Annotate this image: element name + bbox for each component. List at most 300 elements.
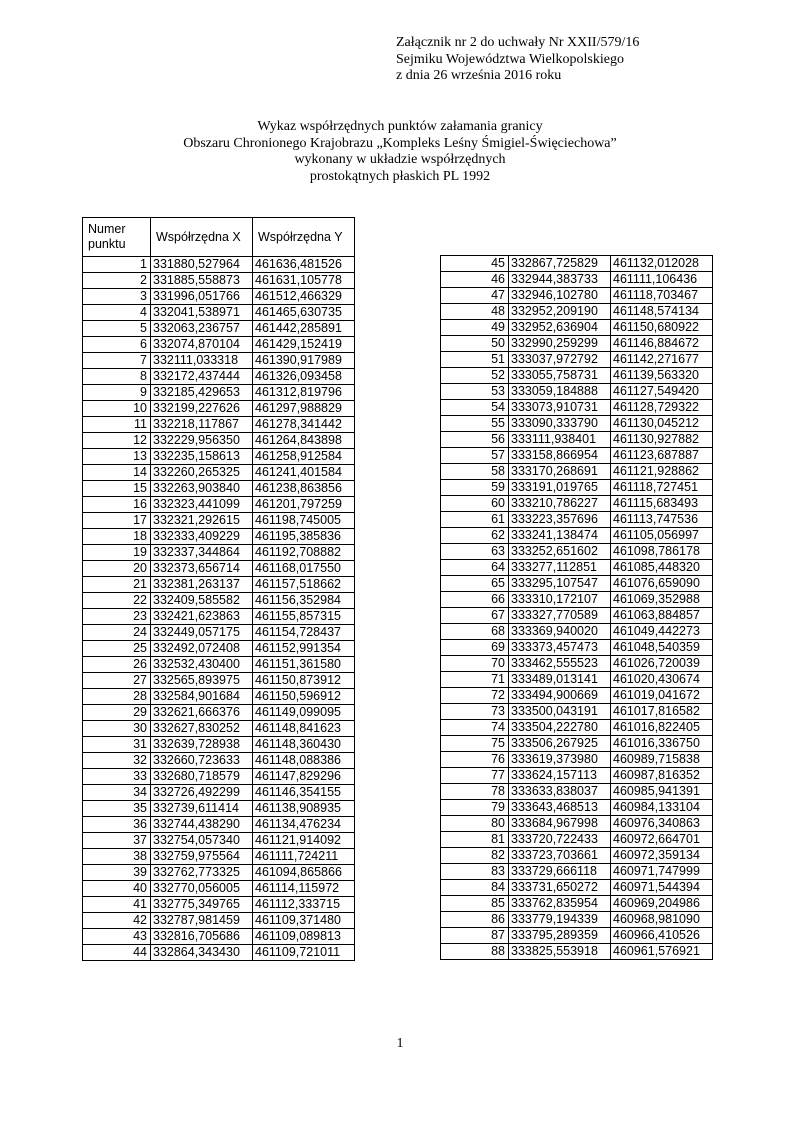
coordinate-y-cell: 461019,041672 bbox=[611, 688, 713, 704]
table-row bbox=[83, 593, 355, 609]
coordinates-table-left bbox=[82, 217, 355, 961]
table-row bbox=[83, 881, 355, 897]
table-row bbox=[441, 352, 713, 368]
coordinate-y-cell: 461442,285891 bbox=[253, 321, 355, 337]
point-number-cell: 9 bbox=[83, 385, 151, 401]
coordinate-y-cell: 461149,099095 bbox=[253, 705, 355, 721]
coordinate-y-cell: 460966,410526 bbox=[611, 928, 713, 944]
coordinate-y-cell: 461111,724211 bbox=[253, 849, 355, 865]
coordinate-x-cell: 333170,268691 bbox=[509, 464, 611, 480]
point-number-cell: 28 bbox=[83, 689, 151, 705]
point-number-cell: 44 bbox=[83, 945, 151, 961]
table-row bbox=[83, 481, 355, 497]
coordinate-y-cell: 461118,703467 bbox=[611, 288, 713, 304]
point-number-cell: 77 bbox=[441, 768, 509, 784]
point-number-cell: 20 bbox=[83, 561, 151, 577]
table-row bbox=[441, 816, 713, 832]
point-number-cell: 8 bbox=[83, 369, 151, 385]
coordinate-y-cell: 460971,544394 bbox=[611, 880, 713, 896]
coordinate-x-cell: 332639,728938 bbox=[151, 737, 253, 753]
coordinate-x-cell: 332867,725829 bbox=[509, 256, 611, 272]
point-number-cell: 16 bbox=[83, 497, 151, 513]
coordinate-y-cell: 461113,747536 bbox=[611, 512, 713, 528]
table-row bbox=[83, 865, 355, 881]
coordinate-y-cell: 461114,115972 bbox=[253, 881, 355, 897]
point-number-cell: 23 bbox=[83, 609, 151, 625]
coordinate-x-cell: 333295,107547 bbox=[509, 576, 611, 592]
table-row bbox=[441, 560, 713, 576]
coordinate-y-cell: 461063,884857 bbox=[611, 608, 713, 624]
coordinate-y-cell: 461109,371480 bbox=[253, 913, 355, 929]
table-row bbox=[441, 928, 713, 944]
table-row bbox=[83, 577, 355, 593]
point-number-cell: 19 bbox=[83, 545, 151, 561]
coordinate-x-cell: 332680,718579 bbox=[151, 769, 253, 785]
coordinate-x-cell: 332235,158613 bbox=[151, 449, 253, 465]
point-number-cell: 15 bbox=[83, 481, 151, 497]
coordinate-y-cell: 461636,481526 bbox=[253, 257, 355, 273]
coordinate-y-cell: 461631,105778 bbox=[253, 273, 355, 289]
title-line-2: Obszaru Chronionego Krajobrazu „Kompleks Leśny Śmigiel-Święciechowa” bbox=[183, 135, 617, 151]
coordinate-y-cell: 461138,908935 bbox=[253, 801, 355, 817]
table-row bbox=[83, 929, 355, 945]
document-title bbox=[0, 119, 800, 185]
point-number-cell: 79 bbox=[441, 800, 509, 816]
point-number-cell: 68 bbox=[441, 624, 509, 640]
title-line-4: prostokątnych płaskich PL 1992 bbox=[309, 168, 491, 184]
coordinate-x-cell: 333779,194339 bbox=[509, 912, 611, 928]
coordinate-x-cell: 333633,838037 bbox=[509, 784, 611, 800]
coordinate-y-cell: 461115,683493 bbox=[611, 496, 713, 512]
table-row bbox=[441, 736, 713, 752]
table-row bbox=[83, 401, 355, 417]
coordinate-y-cell: 461168,017550 bbox=[253, 561, 355, 577]
coordinate-y-cell: 461076,659090 bbox=[611, 576, 713, 592]
point-number-cell: 61 bbox=[441, 512, 509, 528]
coordinate-x-cell: 333111,938401 bbox=[509, 432, 611, 448]
table-row bbox=[441, 320, 713, 336]
table-row bbox=[441, 432, 713, 448]
coordinate-x-cell: 332074,870104 bbox=[151, 337, 253, 353]
coordinates-table-right bbox=[440, 255, 713, 960]
point-number-cell: 67 bbox=[441, 608, 509, 624]
coordinate-y-cell: 461016,822405 bbox=[611, 720, 713, 736]
coordinate-x-cell: 333762,835954 bbox=[509, 896, 611, 912]
table-row bbox=[83, 785, 355, 801]
table-row bbox=[441, 272, 713, 288]
coordinate-y-cell: 461192,708882 bbox=[253, 545, 355, 561]
coordinate-y-cell: 461258,912584 bbox=[253, 449, 355, 465]
table-row bbox=[441, 256, 713, 272]
coordinate-x-cell: 331880,527964 bbox=[151, 257, 253, 273]
coordinate-x-cell: 333210,786227 bbox=[509, 496, 611, 512]
coordinate-x-cell: 333090,333790 bbox=[509, 416, 611, 432]
coordinate-y-cell: 461049,442273 bbox=[611, 624, 713, 640]
table-row bbox=[83, 689, 355, 705]
table-row bbox=[441, 448, 713, 464]
point-number-cell: 49 bbox=[441, 320, 509, 336]
column-header-x: Współrzędna X bbox=[151, 218, 253, 257]
coordinate-x-cell: 331885,558873 bbox=[151, 273, 253, 289]
coordinate-x-cell: 333055,758731 bbox=[509, 368, 611, 384]
coordinate-y-cell: 461148,574134 bbox=[611, 304, 713, 320]
point-number-cell: 70 bbox=[441, 656, 509, 672]
coordinate-y-cell: 461085,448320 bbox=[611, 560, 713, 576]
coordinate-y-cell: 461123,687887 bbox=[611, 448, 713, 464]
point-number-cell: 72 bbox=[441, 688, 509, 704]
coordinate-y-cell: 461109,721011 bbox=[253, 945, 355, 961]
point-number-cell: 53 bbox=[441, 384, 509, 400]
coordinate-y-cell: 461312,819796 bbox=[253, 385, 355, 401]
coordinate-y-cell: 461156,352984 bbox=[253, 593, 355, 609]
coordinate-x-cell: 333825,553918 bbox=[509, 944, 611, 960]
table-row bbox=[441, 800, 713, 816]
table-row bbox=[441, 336, 713, 352]
document-header bbox=[396, 35, 639, 85]
coordinate-x-cell: 333731,650272 bbox=[509, 880, 611, 896]
coordinate-y-cell: 461139,563320 bbox=[611, 368, 713, 384]
point-number-cell: 69 bbox=[441, 640, 509, 656]
coordinate-x-cell: 332323,441099 bbox=[151, 497, 253, 513]
coordinate-x-cell: 333795,289359 bbox=[509, 928, 611, 944]
coordinate-x-cell: 333729,666118 bbox=[509, 864, 611, 880]
point-number-cell: 24 bbox=[83, 625, 151, 641]
point-number-cell: 31 bbox=[83, 737, 151, 753]
coordinate-x-cell: 332952,209190 bbox=[509, 304, 611, 320]
table-row bbox=[83, 369, 355, 385]
coordinate-x-cell: 332229,956350 bbox=[151, 433, 253, 449]
coordinate-y-cell: 461128,729322 bbox=[611, 400, 713, 416]
table-row bbox=[441, 688, 713, 704]
coordinate-y-cell: 461048,540359 bbox=[611, 640, 713, 656]
coordinate-x-cell: 332621,666376 bbox=[151, 705, 253, 721]
coordinate-x-cell: 333310,172107 bbox=[509, 592, 611, 608]
coordinate-y-cell: 460989,715838 bbox=[611, 752, 713, 768]
table-row bbox=[441, 464, 713, 480]
coordinate-x-cell: 332787,981459 bbox=[151, 913, 253, 929]
coordinate-x-cell: 332218,117867 bbox=[151, 417, 253, 433]
coordinate-x-cell: 332952,636904 bbox=[509, 320, 611, 336]
coordinate-x-cell: 333723,703661 bbox=[509, 848, 611, 864]
table-body-left bbox=[83, 257, 355, 961]
coordinate-y-cell: 461278,341442 bbox=[253, 417, 355, 433]
coordinate-y-cell: 461069,352988 bbox=[611, 592, 713, 608]
point-number-cell: 88 bbox=[441, 944, 509, 960]
coordinate-y-cell: 461121,914092 bbox=[253, 833, 355, 849]
point-number-cell: 48 bbox=[441, 304, 509, 320]
coordinate-y-cell: 461130,045212 bbox=[611, 416, 713, 432]
title-line-1: Wykaz współrzędnych punktów załamania granicy bbox=[257, 119, 543, 134]
coordinate-x-cell: 332199,227626 bbox=[151, 401, 253, 417]
table-row bbox=[441, 480, 713, 496]
table-row bbox=[441, 608, 713, 624]
coordinate-x-cell: 332816,705686 bbox=[151, 929, 253, 945]
point-number-cell: 74 bbox=[441, 720, 509, 736]
coordinate-x-cell: 333624,157113 bbox=[509, 768, 611, 784]
table-row bbox=[83, 897, 355, 913]
coordinate-y-cell: 461326,093458 bbox=[253, 369, 355, 385]
point-number-cell: 86 bbox=[441, 912, 509, 928]
coordinate-x-cell: 333073,910731 bbox=[509, 400, 611, 416]
coordinate-x-cell: 332333,409229 bbox=[151, 529, 253, 545]
coordinate-y-cell: 461146,354155 bbox=[253, 785, 355, 801]
table-row bbox=[441, 784, 713, 800]
point-number-cell: 82 bbox=[441, 848, 509, 864]
coordinate-y-cell: 461112,333715 bbox=[253, 897, 355, 913]
point-number-cell: 37 bbox=[83, 833, 151, 849]
coordinate-x-cell: 333462,555523 bbox=[509, 656, 611, 672]
coordinate-y-cell: 460961,576921 bbox=[611, 944, 713, 960]
point-number-cell: 40 bbox=[83, 881, 151, 897]
table-row bbox=[441, 384, 713, 400]
table-row bbox=[83, 465, 355, 481]
point-number-cell: 42 bbox=[83, 913, 151, 929]
coordinate-x-cell: 332063,236757 bbox=[151, 321, 253, 337]
table-row bbox=[441, 672, 713, 688]
coordinate-x-cell: 332946,102780 bbox=[509, 288, 611, 304]
coordinate-x-cell: 333191,019765 bbox=[509, 480, 611, 496]
point-number-cell: 32 bbox=[83, 753, 151, 769]
coordinate-x-cell: 332172,437444 bbox=[151, 369, 253, 385]
coordinate-y-cell: 461151,361580 bbox=[253, 657, 355, 673]
point-number-cell: 76 bbox=[441, 752, 509, 768]
coordinate-x-cell: 332185,429653 bbox=[151, 385, 253, 401]
coordinate-y-cell: 460972,664701 bbox=[611, 832, 713, 848]
coordinate-y-cell: 461238,863856 bbox=[253, 481, 355, 497]
coordinate-x-cell: 332660,723633 bbox=[151, 753, 253, 769]
coordinate-y-cell: 461146,884672 bbox=[611, 336, 713, 352]
table-row bbox=[83, 417, 355, 433]
coordinate-x-cell: 333223,357696 bbox=[509, 512, 611, 528]
point-number-cell: 71 bbox=[441, 672, 509, 688]
coordinate-y-cell: 460984,133104 bbox=[611, 800, 713, 816]
point-number-cell: 14 bbox=[83, 465, 151, 481]
coordinate-x-cell: 333720,722433 bbox=[509, 832, 611, 848]
point-number-cell: 52 bbox=[441, 368, 509, 384]
coordinate-x-cell: 333369,940020 bbox=[509, 624, 611, 640]
table-row bbox=[83, 305, 355, 321]
coordinate-x-cell: 332565,893975 bbox=[151, 673, 253, 689]
point-number-cell: 55 bbox=[441, 416, 509, 432]
table-row bbox=[441, 912, 713, 928]
point-number-cell: 26 bbox=[83, 657, 151, 673]
point-number-cell: 35 bbox=[83, 801, 151, 817]
coordinate-y-cell: 461157,518662 bbox=[253, 577, 355, 593]
coordinate-x-cell: 332260,265325 bbox=[151, 465, 253, 481]
table-row bbox=[441, 592, 713, 608]
table-row bbox=[441, 368, 713, 384]
coordinate-x-cell: 333252,651602 bbox=[509, 544, 611, 560]
coordinate-x-cell: 332449,057175 bbox=[151, 625, 253, 641]
table-row bbox=[83, 913, 355, 929]
coordinate-y-cell: 461020,430674 bbox=[611, 672, 713, 688]
point-number-cell: 65 bbox=[441, 576, 509, 592]
table-row bbox=[441, 768, 713, 784]
table-row bbox=[83, 705, 355, 721]
coordinate-y-cell: 461127,549420 bbox=[611, 384, 713, 400]
table-row bbox=[441, 544, 713, 560]
table-row bbox=[83, 945, 355, 961]
point-number-cell: 87 bbox=[441, 928, 509, 944]
coordinate-y-cell: 461150,596912 bbox=[253, 689, 355, 705]
coordinate-x-cell: 332726,492299 bbox=[151, 785, 253, 801]
coordinate-x-cell: 332759,975564 bbox=[151, 849, 253, 865]
table-row bbox=[83, 545, 355, 561]
coordinate-x-cell: 332627,830252 bbox=[151, 721, 253, 737]
coordinate-y-cell: 460969,204986 bbox=[611, 896, 713, 912]
point-number-cell: 75 bbox=[441, 736, 509, 752]
table-row bbox=[83, 353, 355, 369]
coordinate-y-cell: 461132,012028 bbox=[611, 256, 713, 272]
coordinate-x-cell: 332990,259299 bbox=[509, 336, 611, 352]
table-row bbox=[441, 832, 713, 848]
table-row bbox=[83, 737, 355, 753]
point-number-cell: 17 bbox=[83, 513, 151, 529]
coordinate-x-cell: 332381,263137 bbox=[151, 577, 253, 593]
table-row bbox=[441, 720, 713, 736]
table-row bbox=[441, 752, 713, 768]
coordinate-y-cell: 461465,630735 bbox=[253, 305, 355, 321]
table-row bbox=[83, 529, 355, 545]
table-row bbox=[83, 801, 355, 817]
point-number-cell: 47 bbox=[441, 288, 509, 304]
point-number-cell: 45 bbox=[441, 256, 509, 272]
table-row bbox=[441, 528, 713, 544]
coordinate-x-cell: 332944,383733 bbox=[509, 272, 611, 288]
coordinate-x-cell: 333494,900669 bbox=[509, 688, 611, 704]
table-row bbox=[83, 257, 355, 273]
point-number-cell: 60 bbox=[441, 496, 509, 512]
table-row bbox=[83, 849, 355, 865]
table-row bbox=[441, 288, 713, 304]
point-number-cell: 10 bbox=[83, 401, 151, 417]
table-row bbox=[83, 673, 355, 689]
table-row bbox=[441, 656, 713, 672]
coordinate-x-cell: 332584,901684 bbox=[151, 689, 253, 705]
coordinate-y-cell: 461134,476234 bbox=[253, 817, 355, 833]
header-line-2: Sejmiku Województwa Wielkopolskiego bbox=[396, 51, 624, 67]
coordinate-y-cell: 461148,360430 bbox=[253, 737, 355, 753]
coordinate-x-cell: 333037,972792 bbox=[509, 352, 611, 368]
coordinate-x-cell: 333506,267925 bbox=[509, 736, 611, 752]
point-number-cell: 4 bbox=[83, 305, 151, 321]
table-row bbox=[83, 609, 355, 625]
table-row bbox=[83, 289, 355, 305]
table-row bbox=[83, 513, 355, 529]
point-number-cell: 21 bbox=[83, 577, 151, 593]
coordinate-y-cell: 461390,917989 bbox=[253, 353, 355, 369]
table-body-right bbox=[441, 256, 713, 960]
coordinate-y-cell: 461121,928862 bbox=[611, 464, 713, 480]
coordinate-y-cell: 461201,797259 bbox=[253, 497, 355, 513]
coordinate-x-cell: 333241,138474 bbox=[509, 528, 611, 544]
title-line-3: wykonany w układzie współrzędnych bbox=[294, 152, 506, 167]
coordinate-x-cell: 332321,292615 bbox=[151, 513, 253, 529]
point-number-cell: 13 bbox=[83, 449, 151, 465]
table-row bbox=[441, 896, 713, 912]
coordinate-y-cell: 461264,843898 bbox=[253, 433, 355, 449]
coordinate-x-cell: 332754,057340 bbox=[151, 833, 253, 849]
point-number-cell: 5 bbox=[83, 321, 151, 337]
table-row bbox=[83, 433, 355, 449]
point-number-cell: 80 bbox=[441, 816, 509, 832]
point-number-cell: 84 bbox=[441, 880, 509, 896]
point-number-cell: 6 bbox=[83, 337, 151, 353]
coordinate-y-cell: 461147,829296 bbox=[253, 769, 355, 785]
coordinate-y-cell: 461241,401584 bbox=[253, 465, 355, 481]
table-row bbox=[441, 880, 713, 896]
table-row bbox=[83, 833, 355, 849]
table-row bbox=[83, 641, 355, 657]
point-number-cell: 27 bbox=[83, 673, 151, 689]
coordinate-y-cell: 461512,466329 bbox=[253, 289, 355, 305]
table-row bbox=[441, 304, 713, 320]
page-number: 1 bbox=[396, 1036, 404, 1051]
coordinate-y-cell: 461105,056997 bbox=[611, 528, 713, 544]
coordinate-y-cell: 461155,857315 bbox=[253, 609, 355, 625]
coordinate-y-cell: 461148,088386 bbox=[253, 753, 355, 769]
point-number-cell: 43 bbox=[83, 929, 151, 945]
table-row bbox=[83, 337, 355, 353]
point-number-cell: 1 bbox=[83, 257, 151, 273]
table-row bbox=[83, 561, 355, 577]
point-number-cell: 29 bbox=[83, 705, 151, 721]
table-row bbox=[83, 769, 355, 785]
coordinate-y-cell: 461098,786178 bbox=[611, 544, 713, 560]
coordinate-y-cell: 460985,941391 bbox=[611, 784, 713, 800]
coordinate-x-cell: 333158,866954 bbox=[509, 448, 611, 464]
point-number-cell: 51 bbox=[441, 352, 509, 368]
point-number-cell: 81 bbox=[441, 832, 509, 848]
coordinate-y-cell: 461150,873912 bbox=[253, 673, 355, 689]
point-number-cell: 83 bbox=[441, 864, 509, 880]
coordinate-y-cell: 460976,340863 bbox=[611, 816, 713, 832]
coordinate-x-cell: 332373,656714 bbox=[151, 561, 253, 577]
coordinate-x-cell: 332744,438290 bbox=[151, 817, 253, 833]
table-row bbox=[83, 721, 355, 737]
coordinate-x-cell: 333059,184888 bbox=[509, 384, 611, 400]
coordinate-x-cell: 333500,043191 bbox=[509, 704, 611, 720]
point-number-cell: 56 bbox=[441, 432, 509, 448]
coordinate-x-cell: 332263,903840 bbox=[151, 481, 253, 497]
table-row bbox=[83, 657, 355, 673]
point-number-cell: 85 bbox=[441, 896, 509, 912]
point-number-cell: 64 bbox=[441, 560, 509, 576]
coordinate-x-cell: 332762,773325 bbox=[151, 865, 253, 881]
point-number-cell: 59 bbox=[441, 480, 509, 496]
table-row bbox=[441, 848, 713, 864]
table-row bbox=[83, 449, 355, 465]
point-number-cell: 33 bbox=[83, 769, 151, 785]
table-header-row bbox=[83, 218, 355, 257]
point-number-cell: 39 bbox=[83, 865, 151, 881]
coordinate-y-cell: 460968,981090 bbox=[611, 912, 713, 928]
table-row bbox=[441, 400, 713, 416]
column-header-y: Współrzędna Y bbox=[253, 218, 355, 257]
point-number-cell: 22 bbox=[83, 593, 151, 609]
table-row bbox=[441, 496, 713, 512]
point-number-cell: 36 bbox=[83, 817, 151, 833]
coordinate-x-cell: 332111,033318 bbox=[151, 353, 253, 369]
coordinate-x-cell: 333504,222780 bbox=[509, 720, 611, 736]
header-line-1: Załącznik nr 2 do uchwały Nr XXII/579/16 bbox=[396, 35, 640, 50]
table-row bbox=[441, 416, 713, 432]
table-row bbox=[83, 385, 355, 401]
table-row bbox=[83, 321, 355, 337]
coordinate-y-cell: 461154,728437 bbox=[253, 625, 355, 641]
coordinate-y-cell: 461109,089813 bbox=[253, 929, 355, 945]
point-number-cell: 7 bbox=[83, 353, 151, 369]
